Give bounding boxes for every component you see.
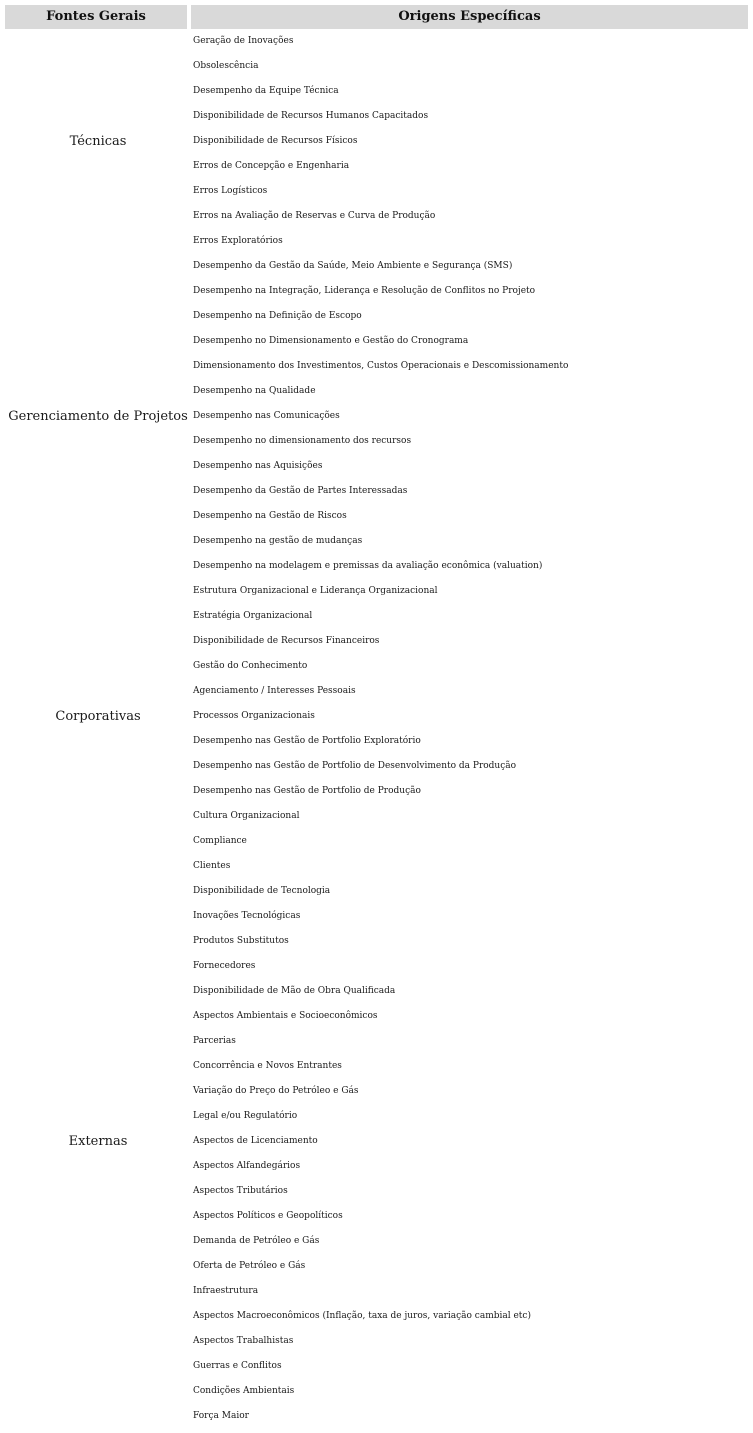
- specific-origin-item: Concorrência e Novos Entrantes: [193, 1061, 342, 1071]
- specific-origin-item: Parcerias: [193, 1036, 236, 1046]
- specific-origin-item: Aspectos Ambientais e Socioeconômicos: [193, 1011, 378, 1021]
- specific-origins-list: [191, 579, 748, 854]
- specific-origin-item: Aspectos Tributários: [193, 1186, 288, 1196]
- specific-origin-item: Desempenho no Dimensionamento e Gestão do Cronograma: [193, 336, 469, 346]
- specific-origin-item: Variação do Preço do Petróleo e Gás: [193, 1086, 359, 1096]
- specific-origin-item: Desempenho nas Gestão de Portfolio de Desenvolvimento da Produção: [193, 761, 517, 771]
- specific-origin-item: Disponibilidade de Tecnologia: [193, 886, 331, 896]
- specific-origin-item: Desempenho na Gestão de Riscos: [193, 511, 347, 521]
- specific-origin-item: Clientes: [193, 861, 231, 871]
- specific-origin-item: Aspectos de Licenciamento: [193, 1136, 318, 1146]
- specific-origin-item: Disponibilidade de Recursos Humanos Capacitados: [193, 111, 429, 121]
- specific-origin-item: Oferta de Petróleo e Gás: [193, 1261, 306, 1271]
- specific-origin-item: Desempenho na Integração, Liderança e Resolução de Conflitos no Projeto: [193, 286, 536, 296]
- general-source-label: Gerenciamento de Projetos: [8, 409, 188, 424]
- specific-origin-item: Fornecedores: [193, 961, 256, 971]
- risk-sources-table: [5, 5, 748, 1429]
- specific-origin-item: Desempenho da Equipe Técnica: [193, 86, 339, 96]
- general-source-label: Corporativas: [55, 709, 141, 724]
- specific-origin-item: Estratégia Organizacional: [193, 611, 313, 621]
- specific-origin-item: Desempenho na Definição de Escopo: [193, 311, 362, 321]
- specific-origin-item: Disponibilidade de Recursos Físicos: [193, 136, 358, 146]
- specific-origin-item: Demanda de Petróleo e Gás: [193, 1236, 320, 1246]
- specific-origin-item: Desempenho na gestão de mudanças: [193, 536, 363, 546]
- specific-origin-item: Desempenho nas Gestão de Portfolio de Produção: [193, 786, 421, 796]
- specific-origin-item: Guerras e Conflitos: [193, 1361, 282, 1371]
- specific-origin-item: Desempenho no dimensionamento dos recursos: [193, 436, 412, 446]
- specific-origin-item: Desempenho na Qualidade: [193, 386, 316, 396]
- specific-origin-item: Gestão do Conhecimento: [193, 661, 308, 671]
- specific-origin-item: Desempenho da Gestão da Saúde, Meio Ambiente e Segurança (SMS): [193, 261, 513, 271]
- specific-origin-item: Erros Logísticos: [193, 186, 268, 196]
- specific-origin-item: Desempenho nas Gestão de Portfolio Exploratório: [193, 736, 421, 746]
- specific-origin-item: Compliance: [193, 836, 247, 846]
- specific-origin-item: Erros de Concepção e Engenharia: [193, 161, 350, 171]
- specific-origin-item: Legal e/ou Regulatório: [193, 1111, 298, 1121]
- specific-origin-item: Aspectos Políticos e Geopolíticos: [193, 1211, 343, 1221]
- specific-origin-item: Disponibilidade de Mão de Obra Qualificada: [193, 986, 396, 996]
- specific-origin-item: Disponibilidade de Recursos Financeiros: [193, 636, 380, 646]
- specific-origin-item: Condições Ambientais: [193, 1386, 295, 1396]
- specific-origin-item: Estrutura Organizacional e Liderança Organizacional: [193, 586, 438, 596]
- source-group: [5, 854, 748, 1429]
- specific-origin-item: Agenciamento / Interesses Pessoais: [193, 686, 356, 696]
- specific-origin-item: Infraestrutura: [193, 1286, 259, 1296]
- general-source-label: Externas: [68, 1134, 128, 1149]
- source-group: [5, 579, 748, 854]
- header-specific-origins: Origens Específicas: [191, 5, 748, 29]
- specific-origin-item: Força Maior: [193, 1411, 249, 1421]
- specific-origins-list: [191, 254, 748, 579]
- specific-origin-item: Cultura Organizacional: [193, 811, 300, 821]
- specific-origin-item: Aspectos Trabalhistas: [193, 1336, 294, 1346]
- specific-origin-item: Erros na Avaliação de Reservas e Curva de Produção: [193, 211, 436, 221]
- specific-origin-item: Erros Exploratórios: [193, 236, 283, 246]
- specific-origin-item: Desempenho da Gestão de Partes Interessadas: [193, 486, 408, 496]
- specific-origin-item: Aspectos Macroeconômicos (Inflação, taxa de juros, variação cambial etc): [193, 1311, 531, 1321]
- header-general-sources: Fontes Gerais: [5, 5, 187, 29]
- specific-origin-item: Aspectos Alfandegários: [193, 1161, 301, 1171]
- specific-origin-item: Dimensionamento dos Investimentos, Custos Operacionais e Descomissionamento: [193, 361, 569, 371]
- specific-origin-item: Obsolescência: [193, 61, 259, 71]
- source-group: [5, 254, 748, 579]
- table-header: [5, 5, 748, 29]
- specific-origin-item: Desempenho nas Comunicações: [193, 411, 340, 421]
- specific-origin-item: Desempenho na modelagem e premissas da avaliação econômica (valuation): [193, 561, 543, 571]
- specific-origins-list: [191, 854, 748, 1429]
- table-body: [5, 29, 748, 1429]
- specific-origin-item: Desempenho nas Aquisições: [193, 461, 323, 471]
- specific-origin-item: Produtos Substitutos: [193, 936, 289, 946]
- general-source-label: Técnicas: [69, 134, 127, 149]
- specific-origin-item: Processos Organizacionais: [193, 711, 315, 721]
- specific-origin-item: Inovações Tecnológicas: [193, 911, 301, 921]
- source-group: [5, 29, 748, 254]
- specific-origin-item: Geração de Inovações: [193, 36, 294, 46]
- specific-origins-list: [191, 29, 748, 254]
